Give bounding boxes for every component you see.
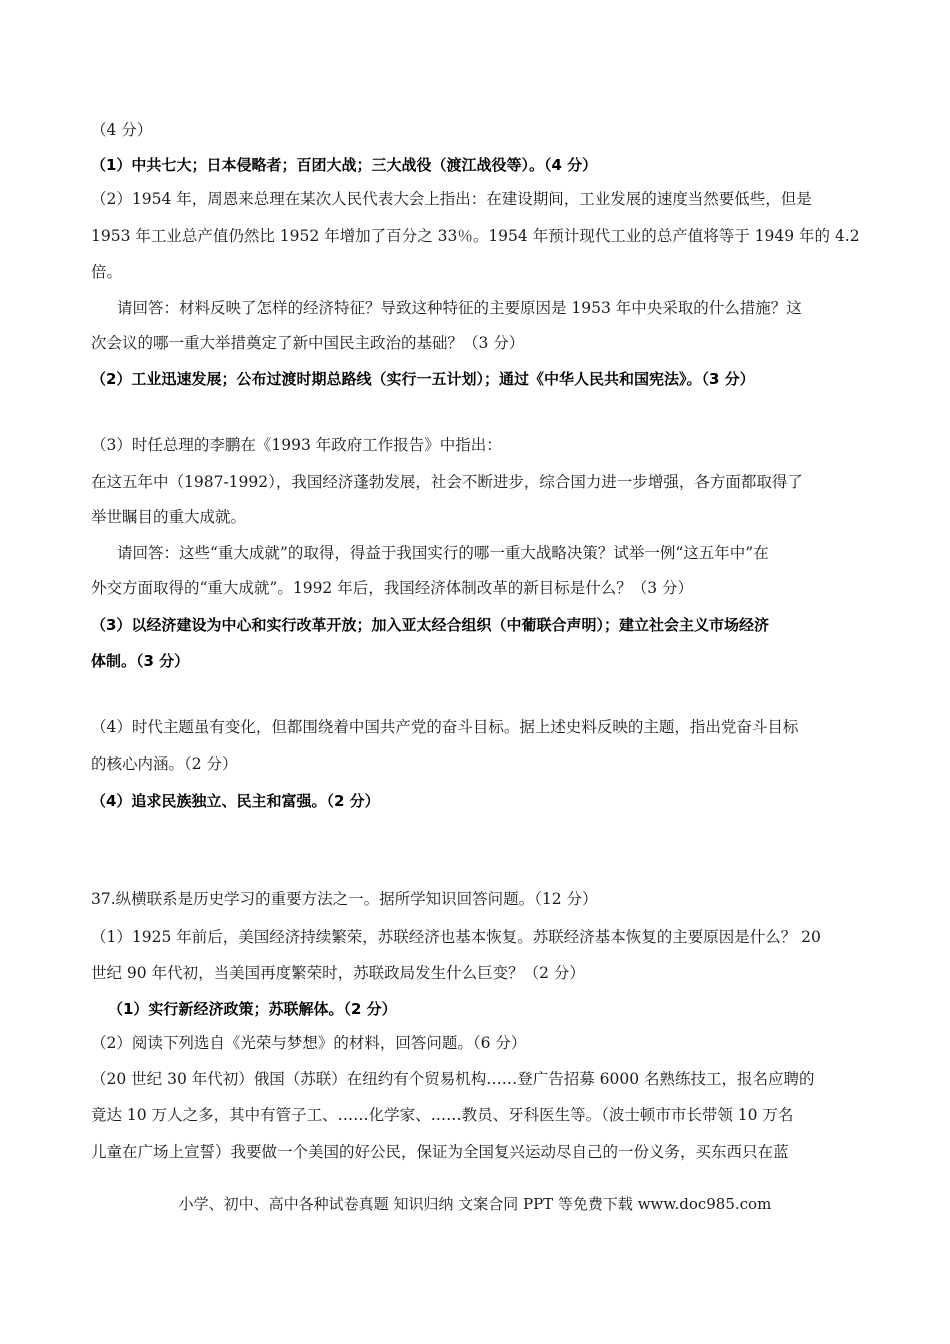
question-text: （4）时代主题虽有变化，但都围绕着中国共产党的奋斗目标。据上述史料反映的主题，指出党奋斗目标	[91, 718, 799, 736]
question-text: （3）时任总理的李鹏在《1993 年政府工作报告》中指出：	[91, 436, 502, 454]
question-text: （2）阅读下列选自《光荣与梦想》的材料，回答问题。（6 分）	[91, 1034, 527, 1052]
material-text: 竟达 10 万人之多，其中有管子工、……化学家、……教员、牙科医生等。（波士顿市市长带领 10 万名	[91, 1106, 794, 1124]
question-text: 倍。	[91, 263, 123, 281]
question-prompt: 次会议的哪一重大举措奠定了新中国民主政治的基础？（3 分）	[91, 334, 525, 352]
question-text: 的核心内涵。（2 分）	[91, 755, 238, 773]
question-heading: 37.纵横联系是历史学习的重要方法之一。据所学知识回答问题。（12 分）	[91, 890, 598, 908]
answer-37-1: （1）实行新经济政策；苏联解体。（2 分）	[108, 1000, 397, 1018]
material-text: （20 世纪 30 年代初）俄国（苏联）在纽约有个贸易机构……登广告招募 6000 名熟练技工，报名应聘的	[91, 1070, 815, 1088]
answer-q4: （4）追求民族独立、民主和富强。（2 分）	[91, 792, 380, 810]
question-text: （2）1954 年，周恩来总理在某次人民代表大会上指出：在建设期间，工业发展的速度当然要低些，但是	[91, 190, 812, 208]
material-text: 儿童在广场上宣誓）我要做一个美国的好公民，保证为全国复兴运动尽自己的一份义务，买东西只在蓝	[91, 1143, 789, 1161]
answer-q2: （2）工业迅速发展；公布过渡时期总路线（实行一五计划）；通过《中华人民共和国宪法》。（3 分）	[91, 370, 755, 388]
page-footer: 小学、初中、高中各种试卷真题 知识归纳 文案合同 PPT 等免费下载 www.doc985.com	[178, 1195, 772, 1213]
question-text: 世纪 90 年代初，当美国再度繁荣时，苏联政局发生什么巨变？（2 分）	[91, 964, 585, 982]
question-text: 在这五年中（1987-1992），我国经济蓬勃发展，社会不断进步，综合国力进一步增强，各方面都取得了	[91, 473, 803, 491]
answer-q3: 体制。（3 分）	[91, 652, 190, 670]
answer-q3: （3）以经济建设为中心和实行改革开放；加入亚太经合组织（中葡联合声明）；建立社会主义市场经济	[91, 616, 769, 634]
question-prompt: 请回答：这些“重大成就”的取得，得益于我国实行的哪一重大战略决策？试举一例“这五年中”在	[117, 544, 769, 562]
answer-q1: （1）中共七大；日本侵略者；百团大战；三大战役（渡江战役等）。（4 分）	[91, 156, 598, 174]
question-prompt: 外交方面取得的“重大成就”。1992 年后，我国经济体制改革的新目标是什么？（3 分）	[91, 579, 694, 597]
question-text: 举世瞩目的重大成就。	[91, 508, 247, 526]
score-note: （4 分）	[91, 121, 153, 139]
question-text: （1）1925 年前后，美国经济持续繁荣，苏联经济也基本恢复。苏联经济基本恢复的主要原因是什么？ 20	[91, 928, 821, 946]
question-prompt: 请回答：材料反映了怎样的经济特征？导致这种特征的主要原因是 1953 年中央采取的什么措施？这	[117, 299, 802, 317]
question-text: 1953 年工业总产值仍然比 1952 年增加了百分之 33％。1954 年预计现代工业的总产值将等于 1949 年的 4.2	[91, 227, 860, 245]
